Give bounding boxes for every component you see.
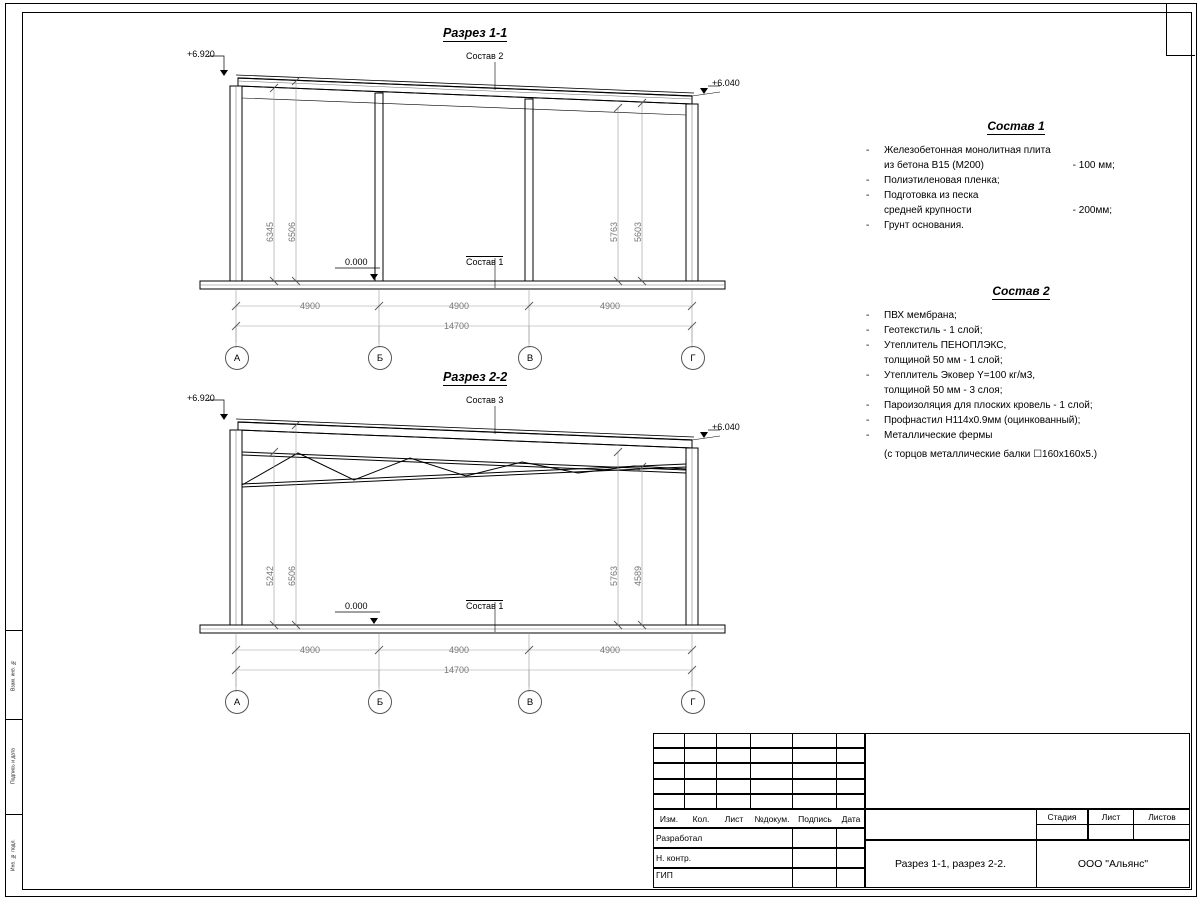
specification-1 bbox=[866, 118, 1166, 234]
header-list: Лист bbox=[1101, 811, 1121, 822]
section-2-vdim-2: 6506 bbox=[287, 566, 297, 587]
side-strip bbox=[5, 630, 22, 896]
role-n-kontr: Н. контр. bbox=[656, 853, 692, 863]
section-1-span-2: 4900 bbox=[449, 301, 470, 311]
section-1-elev-right: +6.040 bbox=[712, 78, 740, 88]
company-name: ООО "Альянс" bbox=[1077, 858, 1149, 870]
section-2-axis-v: В bbox=[518, 690, 542, 714]
spec-row: - Подготовка из песка bbox=[866, 190, 979, 202]
revision-col bbox=[751, 733, 793, 809]
section-1-vdim-3: 5763 bbox=[609, 222, 619, 243]
side-strip-cell-2 bbox=[5, 719, 22, 815]
sheet-title: Разрез 1-1, разрез 2-2. bbox=[894, 858, 1007, 870]
section-1-axis-b: Б bbox=[368, 346, 392, 370]
spec-row: средней крупности - 200мм; bbox=[884, 205, 1112, 217]
section-2-total-dim: 14700 bbox=[444, 665, 470, 675]
title-block-top-right bbox=[865, 733, 1190, 809]
section-2-axis-b: Б bbox=[368, 690, 392, 714]
specification-1-table bbox=[866, 144, 1115, 234]
spec-row: (с торцов металлические балки ☐160х160х5.) bbox=[884, 449, 1098, 461]
column-header-data: Дата bbox=[841, 813, 861, 824]
side-strip-cell-3 bbox=[5, 814, 22, 896]
spec-row: - Утеплитель ПЕНОПЛЭКС, bbox=[866, 340, 1007, 352]
spec-row: - Профнастил Н114х0.9мм (оцинкованный); bbox=[866, 415, 1081, 427]
section-1-title: Разрез 1-1 bbox=[443, 26, 508, 40]
specification-1-title: Состав 1 bbox=[987, 119, 1045, 133]
section-1-vdim-1: 6345 bbox=[265, 222, 275, 243]
role-col bbox=[751, 828, 793, 888]
role-gip: ГИП bbox=[656, 870, 673, 880]
revision-col bbox=[793, 733, 837, 809]
column-header-izm: Изм. bbox=[659, 813, 679, 824]
section-2-elev-right: +6.040 bbox=[712, 422, 740, 432]
spec-row: - Металлические фермы bbox=[866, 430, 993, 442]
section-2-vdim-4: 4589 bbox=[633, 566, 643, 587]
section-2-vdim-3: 5763 bbox=[609, 566, 619, 587]
section-2-floor-composition-label: Состав 1 bbox=[466, 601, 504, 611]
section-1-roof-composition-label: Состав 2 bbox=[466, 51, 504, 61]
section-1-elev-top: +6.920 bbox=[187, 49, 215, 59]
section-1-span-3: 4900 bbox=[600, 301, 621, 311]
section-1-elev-zero: 0.000 bbox=[345, 257, 368, 267]
side-strip-label-1: Взам. инв. № bbox=[10, 659, 17, 691]
role-col bbox=[793, 828, 837, 888]
spec-row: толщиной 50 мм - 1 слой; bbox=[884, 355, 1003, 367]
section-2-title: Разрез 2-2 bbox=[443, 370, 508, 384]
spec-row: - Железобетонная монолитная плита bbox=[866, 145, 1051, 157]
role-razrabotal: Разработал bbox=[656, 833, 703, 843]
section-2-roof-composition-label: Состав 3 bbox=[466, 395, 504, 405]
specification-2-title: Состав 2 bbox=[992, 284, 1050, 298]
column-header-podpis: Подпись bbox=[798, 813, 832, 824]
section-2-span-1: 4900 bbox=[300, 645, 321, 655]
spec-row: - Геотекстиль - 1 слой; bbox=[866, 325, 983, 337]
spec-row: - Грунт основания. bbox=[866, 220, 964, 232]
spec-row: из бетона В15 (М200) - 100 мм; bbox=[884, 160, 1115, 172]
section-2-span-2: 4900 bbox=[449, 645, 470, 655]
side-strip-label-2: Подпись и дата bbox=[10, 748, 17, 785]
spec-row: - Утеплитель Эковер Y=100 кг/м3, bbox=[866, 370, 1036, 382]
section-1-axis-v: В bbox=[518, 346, 542, 370]
section-2-elev-zero: 0.000 bbox=[345, 601, 368, 611]
section-2-span-3: 4900 bbox=[600, 645, 621, 655]
section-1-vdim-4: 5603 bbox=[633, 222, 643, 243]
spec-row: - Пароизоляция для плоских кровель - 1 слой; bbox=[866, 400, 1093, 412]
spec-row: - Полиэтиленовая пленка; bbox=[866, 175, 1000, 187]
sheet-corner-tab bbox=[1166, 3, 1195, 56]
section-1-floor-composition-label: Состав 1 bbox=[466, 257, 504, 267]
section-1-total-dim: 14700 bbox=[444, 321, 470, 331]
revision-col bbox=[653, 733, 685, 809]
section-2-elev-top: +6.920 bbox=[187, 393, 215, 403]
title-block bbox=[653, 733, 1190, 888]
column-header-kol: Кол. bbox=[692, 813, 710, 824]
revision-col bbox=[717, 733, 751, 809]
spec-row: толщиной 50 мм - 3 слоя; bbox=[884, 385, 1003, 397]
section-2-vdim-1: 5242 bbox=[265, 566, 275, 587]
section-1-span-1: 4900 bbox=[300, 301, 321, 311]
header-listov: Листов bbox=[1148, 811, 1176, 822]
section-1-axis-g: Г bbox=[681, 346, 705, 370]
section-2-axis-g: Г bbox=[681, 690, 705, 714]
side-strip-label-3: Инв. № подл. bbox=[10, 839, 17, 871]
section-2-axis-a: А bbox=[225, 690, 249, 714]
section-1-vdim-2: 6506 bbox=[287, 222, 297, 243]
specification-2 bbox=[866, 283, 1176, 463]
column-header-ndokum: №докум. bbox=[754, 813, 790, 824]
section-1-axis-a: А bbox=[225, 346, 249, 370]
column-header-list: Лист bbox=[724, 813, 744, 824]
side-strip-cell-1 bbox=[5, 631, 22, 720]
revision-col bbox=[685, 733, 717, 809]
spec-row: - ПВХ мембрана; bbox=[866, 310, 957, 322]
header-stadiya: Стадия bbox=[1047, 811, 1077, 822]
specification-2-table bbox=[866, 309, 1097, 463]
